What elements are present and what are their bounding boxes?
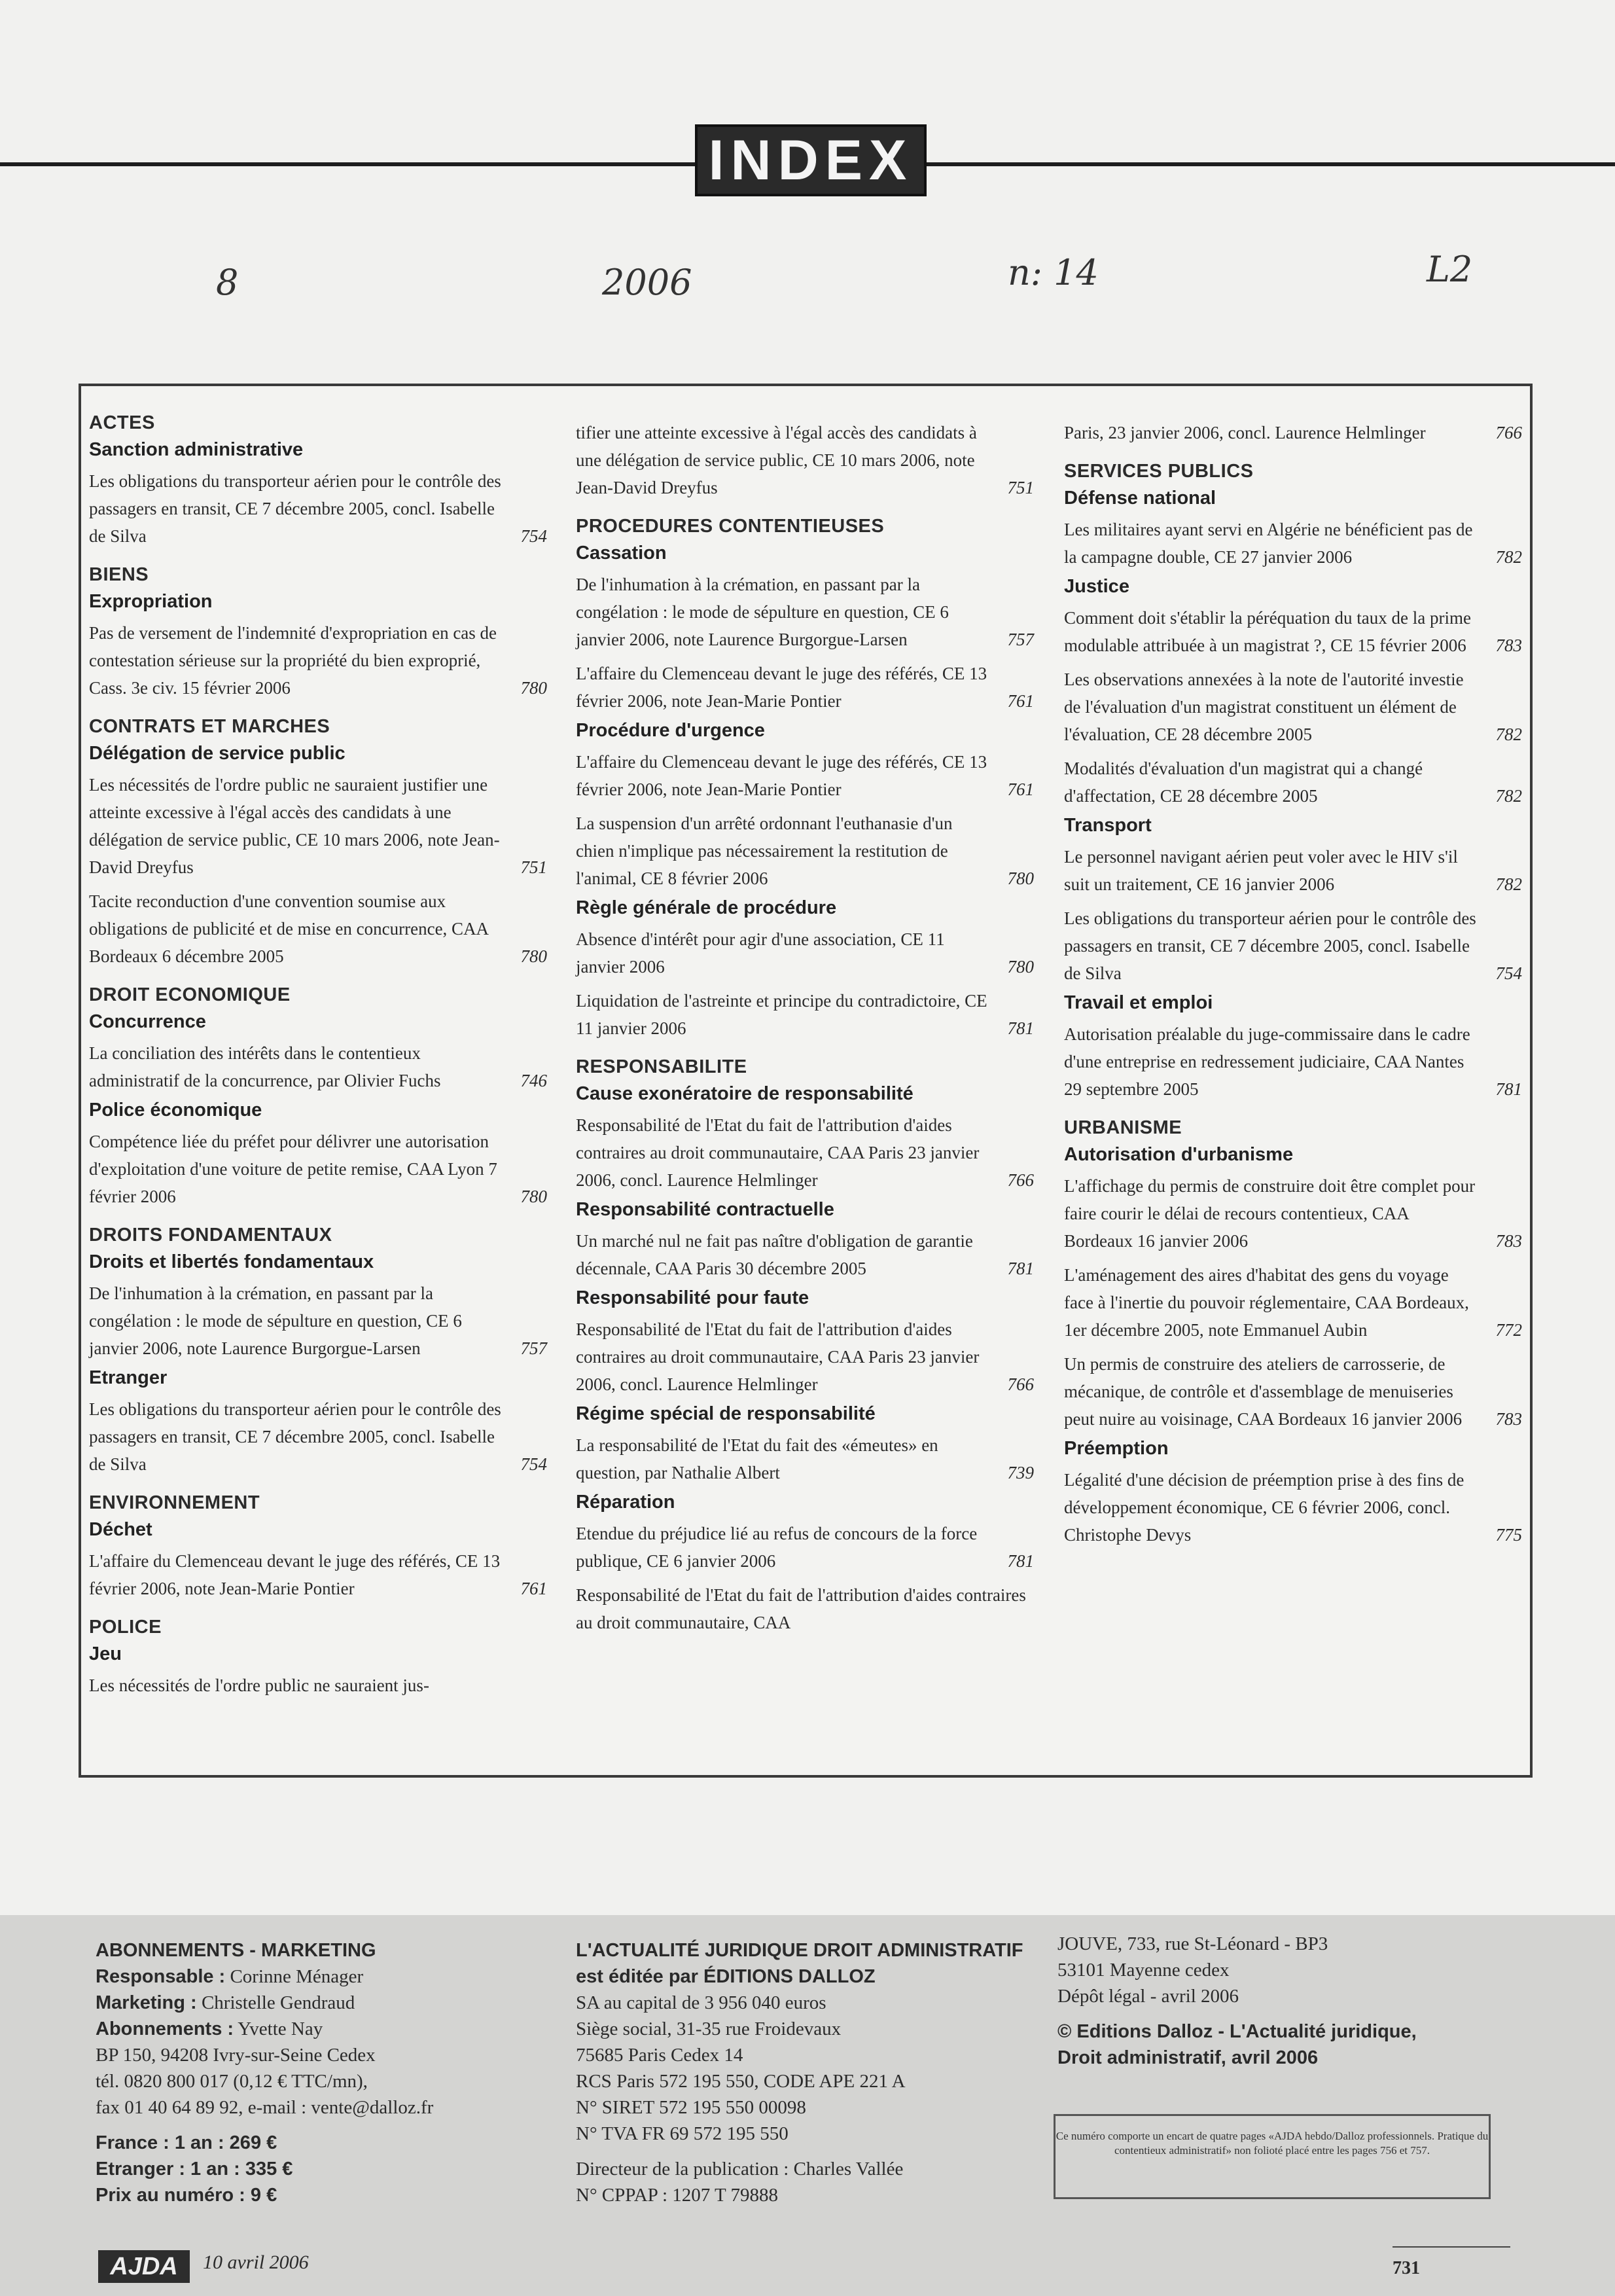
index-subheading: Responsabilité contractuelle [576,1199,834,1220]
index-section-heading: URBANISME [1064,1117,1182,1138]
index-entry-page: 782 [1495,874,1522,894]
index-section-heading: ENVIRONNEMENT [89,1492,260,1513]
index-entry-page: 782 [1495,547,1522,567]
issue-date: 10 avril 2006 [203,2251,309,2273]
index-subheading: Concurrence [89,1011,206,1032]
index-subheading: Réparation [576,1492,675,1513]
index-entry-page: 766 [1007,1374,1034,1394]
index-subheading: Jeu [89,1643,122,1664]
index-entry [89,1128,547,1210]
index-entry-text: Pas de versement de l'indemnité d'expropriation en cas de contestation sérieuse sur la propriété du bien exproprié, Cass. 3e civ. 15 février 2006 [89,623,497,698]
index-entry [576,1316,1034,1398]
index-entry [576,810,1034,892]
index-entry-text: L'affichage du permis de construire doit être complet pour faire courir le délai de recours contentieux, CAA Bordeaux 16 janvier 2006 [1064,1176,1476,1251]
ajda-logo: AJDA [98,2250,190,2283]
index-entry [576,1431,1034,1486]
index-entry-page: 761 [520,1579,547,1598]
index-entry [89,888,547,970]
index-entry [1064,604,1522,659]
index-entry-page: 783 [1495,636,1522,655]
index-entry-text: Un marché nul ne fait pas naître d'obligation de garantie décennale, CAA Paris 30 décembre 2005 [576,1231,973,1278]
index-column-3 [1064,412,1522,1549]
index-entry-page: 780 [520,678,547,698]
index-entry-page: 780 [520,1187,547,1206]
index-entry-text: Responsabilité de l'Etat du fait de l'attribution d'aides contraires au droit communautaire, CAA Paris 23 janvier 2006, concl. Laurence Helmlinger [576,1115,980,1190]
index-entry-text: Le personnel navigant aérien peut voler avec le HIV s'il suit un traitement, CE 16 janvier 2006 [1064,847,1458,894]
index-entry-text: L'affaire du Clemenceau devant le juge des référés, CE 13 février 2006, note Jean-Marie Pontier [576,752,987,799]
index-entry-page: 766 [1007,1170,1034,1190]
page-number: 731 [1393,2258,1420,2278]
index-entry-page: 754 [520,526,547,546]
index-entry-page: 761 [1007,780,1034,799]
index-entry-text: La suspension d'un arrêté ordonnant l'euthanasie d'un chien n'implique pas nécessairement la restitution de l'animal, CE 8 février 2006 [576,814,953,888]
index-entry-page: 739 [1007,1463,1034,1482]
index-column-2 [576,412,1034,1636]
index-entry [1064,1350,1522,1433]
index-entry-text: Les nécessités de l'ordre public ne sauraient justifier une atteinte excessive à l'égal accès des candidats à une délégation de service public, CE 10 mars 2006, note Jean-David Dreyfus [89,775,500,877]
handwritten-note: L2 [1427,249,1473,290]
index-entry-page: 781 [1007,1551,1034,1571]
index-entry [89,1280,547,1362]
index-title: INDEX [695,124,927,196]
index-entry-page: 783 [1495,1231,1522,1251]
index-section-heading: DROITS FONDAMENTAUX [89,1225,332,1246]
index-section-heading: CONTRATS ET MARCHES [89,716,330,737]
index-entry [89,771,547,881]
index-entry-page: 746 [520,1071,547,1090]
index-subheading: Procédure d'urgence [576,720,765,741]
index-entry [1064,1172,1522,1255]
index-entry-text: Les obligations du transporteur aérien pour le contrôle des passagers en transit, CE 7 décembre 2005, concl. Isabelle de Silva [89,471,501,546]
index-entry [576,419,1034,501]
index-entry-page: 761 [1007,691,1034,711]
index-subheading: Police économique [89,1100,262,1121]
index-entry-page: 780 [1007,869,1034,888]
index-entry-text: La conciliation des intérêts dans le contentieux administratif de la concurrence, par Olivier Fuchs [89,1043,441,1090]
footer-publisher: L'ACTUALITÉ JURIDIQUE DROIT ADMINISTRATIF est éditée par ÉDITIONS DALLOZ SA au capital de 3 956 040 euros Siège social, 31-35 rue Froidevaux 75685 Paris Cedex 14 RCS Paris 572 195 550, CODE APE 221 A N° SIRET 572 195 550 00098 N° TVA FR 69 572 195 550 Directeur de la publication : Charles Vallée N° CPPAP : 1207 T 79888 [576,1937,1047,2208]
index-entry-text: La responsabilité de l'Etat du fait des «émeutes» en question, par Nathalie Albert [576,1435,938,1482]
index-entry [1064,666,1522,748]
index-section-heading: RESPONSABILITE [576,1056,747,1077]
index-subheading: Transport [1064,815,1152,836]
index-entry-text: Les militaires ayant servi en Algérie ne bénéficient pas de la campagne double, CE 27 janvier 2006 [1064,520,1473,567]
index-section-heading: SERVICES PUBLICS [1064,461,1254,482]
index-entry-page: 772 [1495,1320,1522,1340]
index-entry [1064,419,1522,446]
index-entry-text: L'aménagement des aires d'habitat des gens du voyage face à l'inertie du pouvoir réglementaire, CAA Bordeaux, 1er décembre 2005, note Emmanuel Aubin [1064,1265,1469,1340]
index-entry [576,987,1034,1042]
index-section-heading: ACTES [89,412,155,433]
index-entry-text: Compétence liée du préfet pour délivrer une autorisation d'exploitation d'une voiture de petite remise, CAA Lyon 7 février 2006 [89,1132,497,1206]
index-entry-page: 783 [1495,1409,1522,1429]
index-entry-continued: Responsabilité de l'Etat du fait de l'attribution d'aides contraires au droit communautaire, CAA [576,1585,1026,1632]
index-entry-page: 754 [1495,963,1522,983]
insert-note: Ce numéro comporte un encart de quatre pages «AJDA hebdo/Dalloz professionnels. Pratique du contentieux administratif» non folioté placé entre les pages 756 et 757. [1054,2114,1491,2199]
index-entry-text: Un permis de construire des ateliers de carrosserie, de mécanique, de contrôle et d'assemblage de menuiseries peut nuire au voisinage, CAA Bordeaux 16 janvier 2006 [1064,1354,1463,1429]
index-entry [1064,1020,1522,1103]
index-entry-page: 782 [1495,786,1522,806]
footer-heading: L'ACTUALITÉ JURIDIQUE DROIT ADMINISTRATIF [576,1940,1023,1961]
index-subheading: Travail et emploi [1064,992,1213,1013]
index-entry-text: Autorisation préalable du juge-commissaire dans le cadre d'une entreprise en redressement judiciaire, CAA Nantes 29 septembre 2005 [1064,1024,1470,1099]
index-entry [576,660,1034,715]
index-entry-page: 782 [1495,725,1522,744]
index-entry [1064,516,1522,571]
index-entry-text: Responsabilité de l'Etat du fait de l'attribution d'aides contraires au droit communautaire, CAA Paris 23 janvier 2006, concl. Laurence Helmlinger [576,1319,980,1394]
index-subheading: Régime spécial de responsabilité [576,1403,876,1424]
index-section-heading: DROIT ECONOMIQUE [89,984,291,1005]
index-entry-continued: Les nécessités de l'ordre public ne sauraient jus- [89,1676,429,1695]
index-entry-page: 757 [1007,630,1034,649]
index-entry [1064,843,1522,898]
index-entry-text: De l'inhumation à la crémation, en passant par la congélation : le mode de sépulture en question, CE 6 janvier 2006, note Laurence Burgorgue-Larsen [576,575,949,649]
index-entry [89,619,547,702]
index-entry [576,1227,1034,1282]
index-subheading: Règle générale de procédure [576,897,837,918]
index-entry-text: L'affaire du Clemenceau devant le juge des référés, CE 13 février 2006, note Jean-Marie Pontier [576,664,987,711]
index-subheading: Justice [1064,576,1129,597]
index-entry [1064,905,1522,987]
index-column-1 [89,412,547,1699]
index-entry-page: 780 [1007,957,1034,977]
index-entry [576,1111,1034,1194]
index-entry [576,748,1034,803]
handwritten-note: 2006 [602,262,692,303]
index-subheading: Défense national [1064,488,1216,509]
index-entry [89,467,547,550]
page-rule [1393,2246,1510,2248]
index-entry-text: Etendue du préjudice lié au refus de concours de la force publique, CE 6 janvier 2006 [576,1524,978,1571]
index-entry [1064,1261,1522,1344]
index-entry [89,1547,547,1602]
index-entry-page: 781 [1007,1259,1034,1278]
index-entry [576,571,1034,653]
index-subheading: Cassation [576,543,667,564]
index-entry-text: Tacite reconduction d'une convention soumise aux obligations de publicité et de mise en concurrence, CAA Bordeaux 6 décembre 2005 [89,891,488,966]
index-section-heading: PROCEDURES CONTENTIEUSES [576,516,885,537]
index-subheading: Délégation de service public [89,743,346,764]
index-entry-text: Les obligations du transporteur aérien pour le contrôle des passagers en transit, CE 7 décembre 2005, concl. Isabelle de Silva [1064,908,1476,983]
handwritten-note: n: 14 [1008,252,1099,293]
index-entry-text: De l'inhumation à la crémation, en passant par la congélation : le mode de sépulture en question, CE 6 janvier 2006, note Laurence Burgorgue-Larsen [89,1283,462,1358]
index-subheading: Sanction administrative [89,439,304,460]
index-entry-page: 781 [1007,1018,1034,1038]
index-subheading: Préemption [1064,1438,1169,1459]
index-entry-text: Légalité d'une décision de préemption prise à des fins de développement économique, CE 6 février 2006, concl. Christophe Devys [1064,1470,1464,1545]
index-entry [89,1395,547,1478]
index-entry [576,1520,1034,1575]
index-entry-text: Les observations annexées à la note de l'autorité investie de l'évaluation d'un magistrat constituent un élément de l'évaluation, CE 28 décembre 2005 [1064,670,1464,744]
index-entry-page: 754 [520,1454,547,1474]
index-subheading: Expropriation [89,591,213,612]
index-entry-page: 751 [520,857,547,877]
index-section-heading: BIENS [89,564,149,585]
index-entry-text: Paris, 23 janvier 2006, concl. Laurence Helmlinger [1064,423,1426,442]
footer-heading: ABONNEMENTS - MARKETING [96,1940,376,1961]
index-entry-text: L'affaire du Clemenceau devant le juge des référés, CE 13 février 2006, note Jean-Marie Pontier [89,1551,501,1598]
index-entry [576,925,1034,980]
index-subheading: Etranger [89,1367,168,1388]
index-box [79,384,1533,1778]
index-entry-text: tifier une atteinte excessive à l'égal accès des candidats à une délégation de service public, CE 10 mars 2006, note Jean-David Dreyfus [576,423,977,497]
index-entry-text: Comment doit s'établir la péréquation du taux de la prime modulable attribuée à un magistrat ?, CE 15 février 2006 [1064,608,1471,655]
index-entry-text: Les obligations du transporteur aérien pour le contrôle des passagers en transit, CE 7 décembre 2005, concl. Isabelle de Silva [89,1399,501,1474]
handwritten-note: 8 [216,262,239,303]
index-entry-text: Absence d'intérêt pour agir d'une association, CE 11 janvier 2006 [576,929,945,977]
index-entry-text: Liquidation de l'astreinte et principe du contradictoire, CE 11 janvier 2006 [576,991,987,1038]
index-entry-page: 781 [1495,1079,1522,1099]
index-entry-page: 757 [520,1338,547,1358]
index-entry [89,1039,547,1094]
index-subheading: Autorisation d'urbanisme [1064,1144,1294,1165]
index-entry-page: 780 [520,946,547,966]
index-subheading: Cause exonératoire de responsabilité [576,1083,914,1104]
index-entry [1064,1466,1522,1549]
index-entry-page: 751 [1007,478,1034,497]
index-entry [1064,755,1522,810]
footer-printer: JOUVE, 733, rue St-Léonard - BP3 53101 Mayenne cedex Dépôt légal - avril 2006 © Editions Dalloz - L'Actualité juridique, Droit administratif, avril 2006 [1057,1933,1417,2068]
footer-subscriptions: ABONNEMENTS - MARKETING Responsable : Corinne Ménager Marketing : Christelle Gendraud Abonnements : Yvette Nay BP 150, 94208 Ivry-sur-Seine Cedex tél. 0820 800 017 (0,12 € TTC/mn), fax 01 40 64 89 92, e-mail : vente@dalloz.fr France : 1 an : 269 € Etranger : 1 an : 335 € Prix au numéro : 9 € [96,1937,527,2208]
index-subheading: Déchet [89,1519,152,1540]
index-entry-text: Modalités d'évaluation d'un magistrat qui a changé d'affectation, CE 28 décembre 2005 [1064,759,1423,806]
index-section-heading: POLICE [89,1617,162,1638]
index-subheading: Droits et libertés fondamentaux [89,1251,374,1272]
index-entry-page: 766 [1495,423,1522,442]
index-entry-page: 775 [1495,1525,1522,1545]
index-subheading: Responsabilité pour faute [576,1287,809,1308]
